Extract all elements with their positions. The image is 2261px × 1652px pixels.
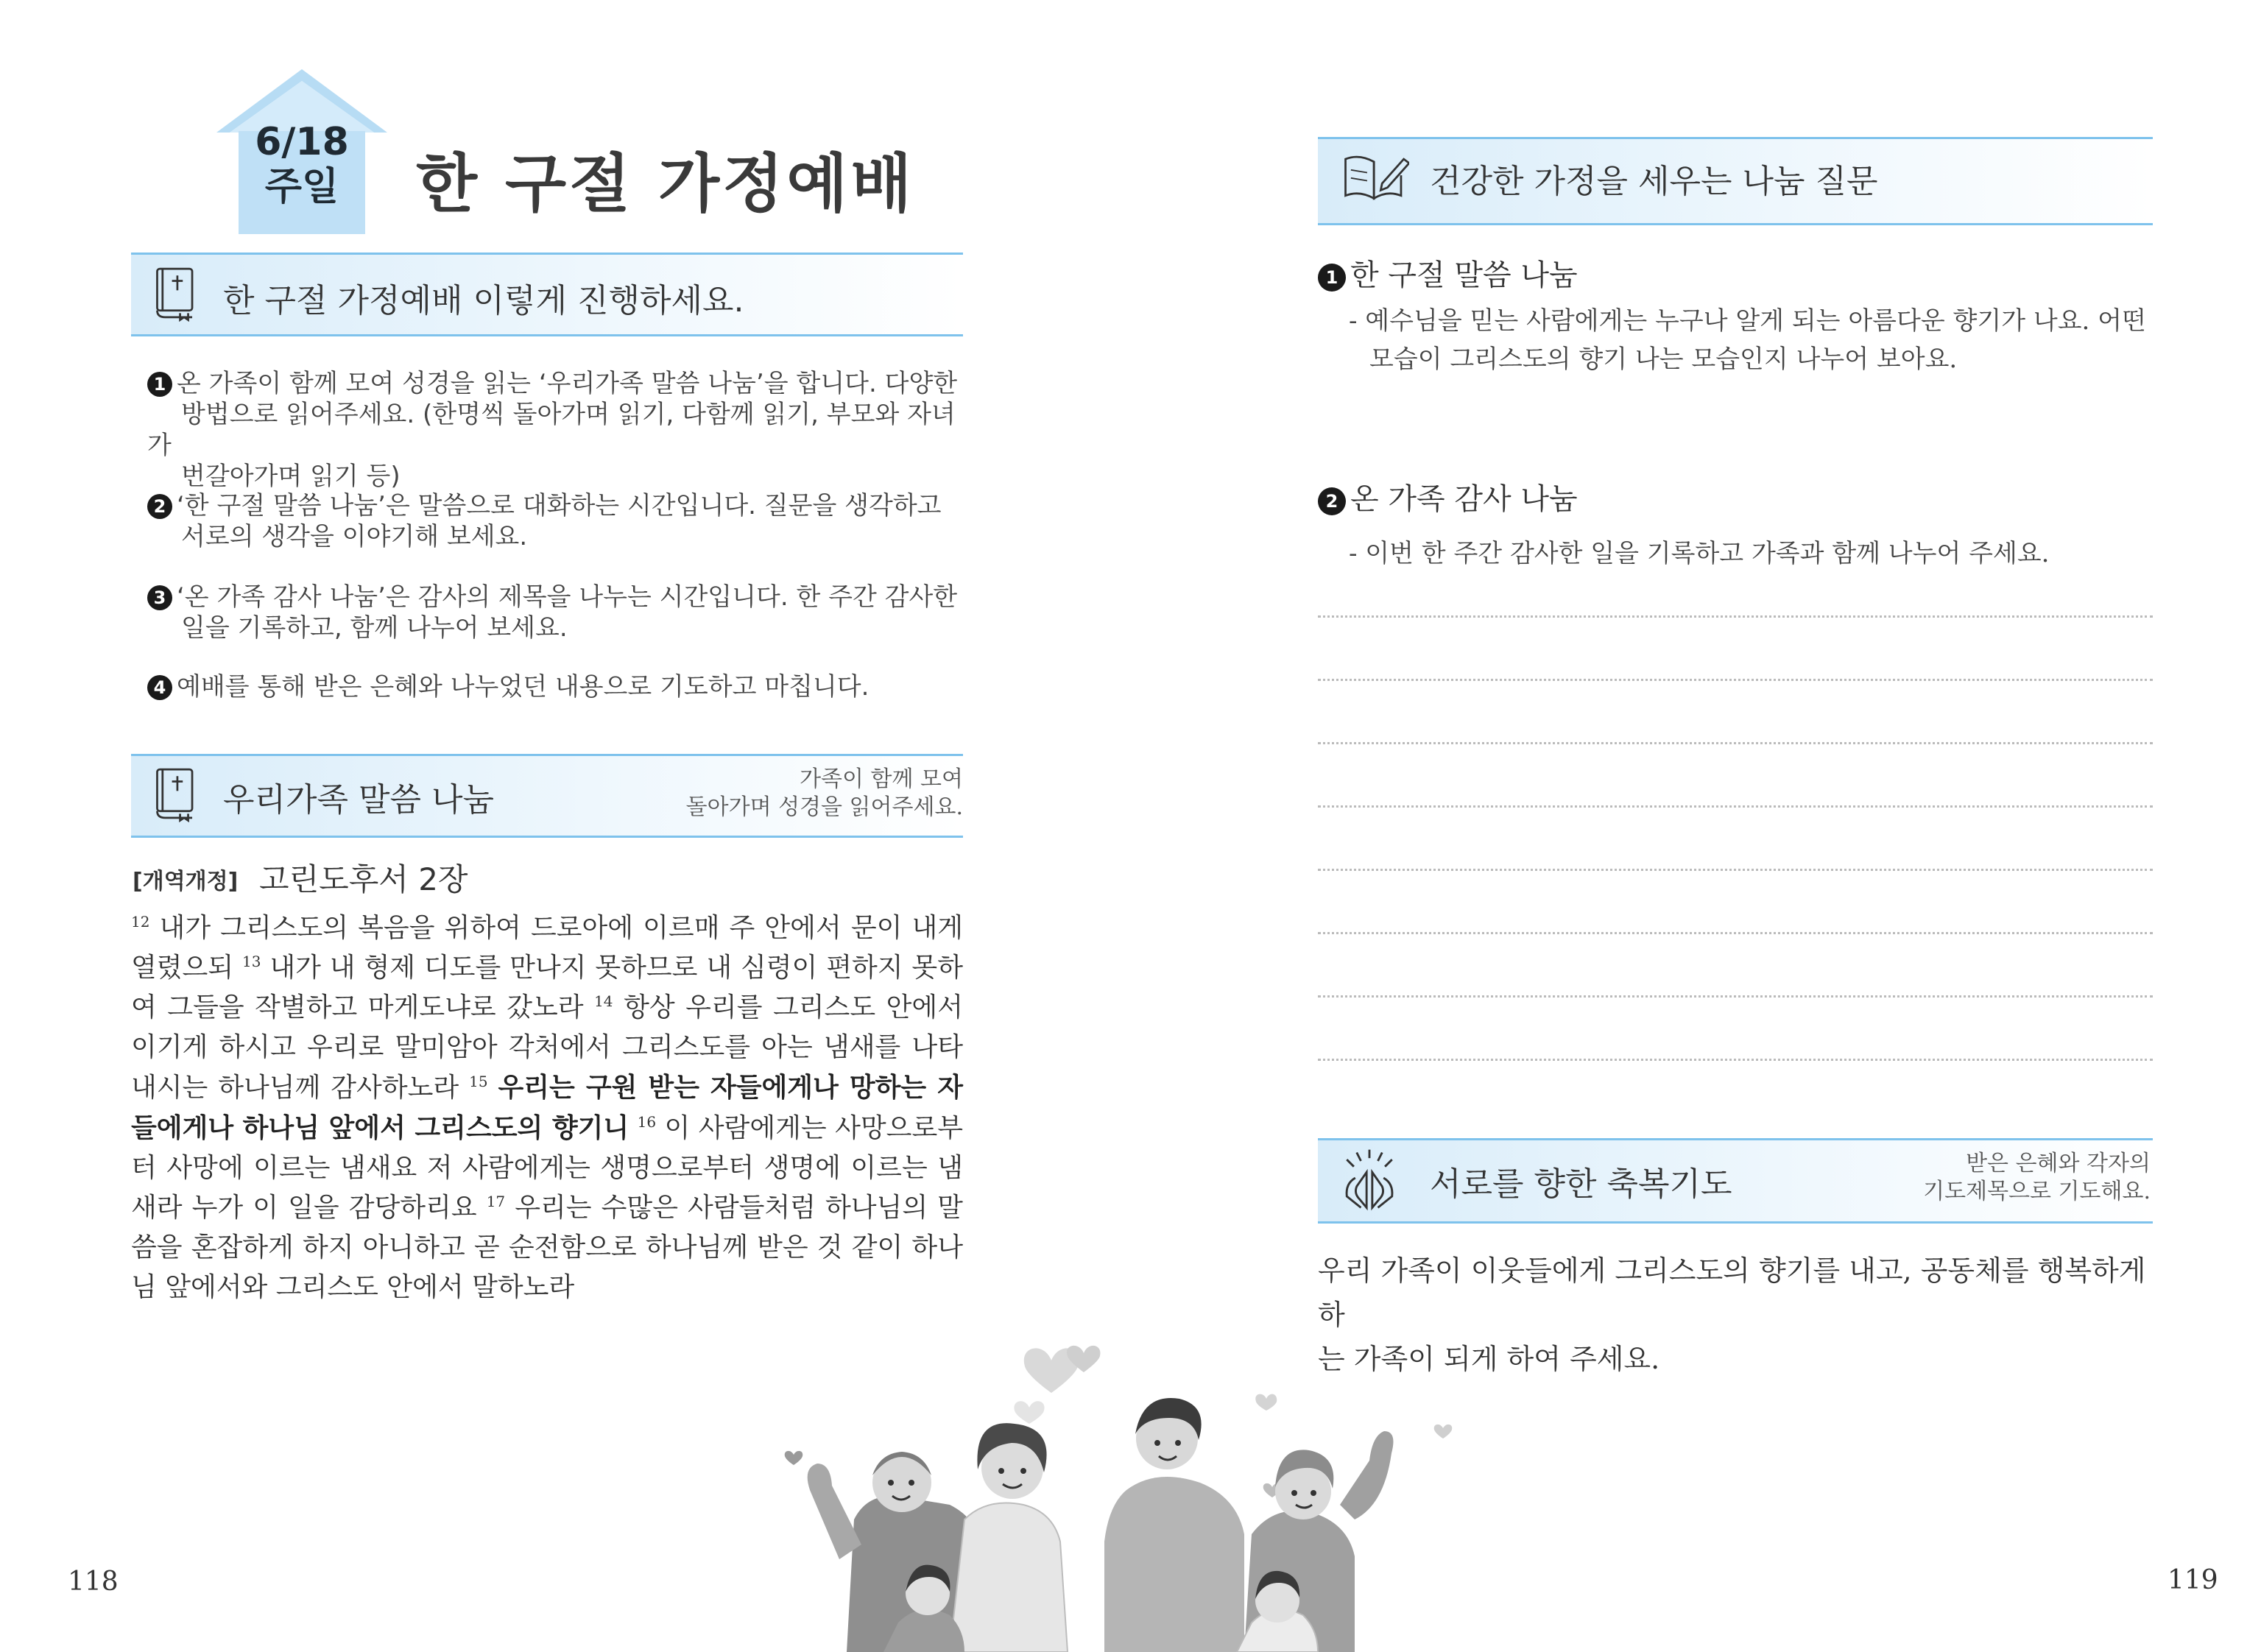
page-number-right: 119 [2167,1565,2218,1595]
question-line: 모습이 그리스도의 향기 나는 모습인지 나누어 보아요. [1369,345,1958,374]
bible-icon [153,764,200,823]
prayer-line: 우리 가족이 이웃들에게 그리스도의 향기를 내고, 공동체를 행복하게 하 [1318,1254,2146,1331]
question-1-title [1318,252,1578,294]
verse-number: 12 [131,913,150,931]
step-line: ‘한 구절 말씀 나눔’은 말씀으로 대화하는 시간입니다. 질문을 생각하고 [177,491,942,520]
writing-line[interactable] [1318,805,2153,808]
guide-step-1 [147,368,964,492]
verse-number: 15 [469,1073,488,1090]
guide-step-2 [147,490,964,552]
verse-number: 16 [637,1113,657,1131]
prayer-text [1318,1249,2157,1381]
question-line: - 예수님을 믿는 사람에게는 누구나 알게 되는 아름다운 향기가 나요. 어떤 [1349,306,2146,336]
step-number: 4 [147,675,172,700]
step-number: 3 [147,585,172,610]
question-1-body [1349,302,2159,378]
guide-header: 한 구절 가정예배 이렇게 진행하세요. [223,282,744,320]
writing-line[interactable] [1318,615,2153,618]
step-line: 일을 기록하고, 함께 나누어 보세요. [181,613,568,643]
scripture-passage [131,908,963,1307]
writing-line[interactable] [1318,995,2153,998]
praying-hands-icon [1334,1146,1405,1212]
step-line: 온 가족이 함께 모여 성경을 읽는 ‘우리가족 말씀 나눔’을 합니다. 다양한 [177,369,958,398]
passage-title: 고린도후서 2장 [259,861,468,897]
step-line: 예배를 통해 받은 은혜와 나누었던 내용으로 기도하고 마칩니다. [177,672,870,702]
step-line: 서로의 생각을 이야기해 보세요. [181,522,528,551]
bible-icon [153,264,200,322]
prayer-subtitle-line: 기도제목으로 기도해요. [1923,1179,2151,1204]
verse-text: 우리는 수많은 사람들처럼 하나님의 말씀을 혼잡하게 하지 아니하고 곧 순전함으로 하나님께 받은 것 같이 하나님 앞에서와 그리스도 안에서 말하노라 [131,1193,963,1302]
verse-number: 14 [594,992,613,1010]
date-label: 6/18 [255,120,349,164]
step-number: 2 [147,494,172,519]
question-number: 2 [1318,487,1346,515]
bible-version-label: [개역개정] [133,869,239,894]
verse-text-highlighted: 우리는 구원 받는 자들에게나 망하는 자들에게나 하나님 앞에서 그리스도의 향기니 [131,1072,963,1143]
page-title: 한 구절 가정예배 [416,147,915,221]
open-book-pencil-icon [1341,149,1409,205]
verse-number: 13 [242,953,261,970]
verse-text: 내가 내 형제 디도를 만나지 못하므로 내 심령이 편하지 못하여 그들을 작별하고 마게도냐로 갔노라 [131,953,963,1023]
reading-subtitle-line: 가족이 함께 모여 [800,766,963,792]
writing-line[interactable] [1318,679,2153,681]
verse-text: 이 사람에게는 사망으로부터 사망에 이르는 냄새요 저 사람에게는 생명으로부터 생명에 이르는 냄새라 누가 이 일을 감당하리요 [131,1113,963,1223]
question-2-body: - 이번 한 주간 감사한 일을 기록하고 가족과 함께 나누어 주세요. [1349,539,2050,568]
verse-text: 항상 우리를 그리스도 안에서 이기게 하시고 우리로 말미암아 각처에서 그리스도를 아는 냄새를 나타내시는 하나님께 감사하노라 [131,992,963,1103]
day-label: 주일 [264,165,339,209]
verse-number: 17 [486,1193,506,1210]
prayer-subtitle [1782,1150,2151,1206]
step-number: 1 [147,372,172,397]
reading-header: 우리가족 말씀 나눔 [223,781,495,819]
prayer-line: 는 가족이 되게 하여 주세요. [1318,1343,1660,1375]
guide-step-3 [147,582,964,643]
prayer-header: 서로를 향한 축복기도 [1430,1165,1732,1203]
writing-line[interactable] [1318,932,2153,934]
writing-line[interactable] [1318,869,2153,871]
question-title-text: 한 구절 말씀 나눔 [1350,258,1578,292]
reading-subtitle-line: 돌아가며 성경을 읽어주세요. [685,794,963,820]
question-2-title [1318,476,1578,518]
question-title-text: 온 가족 감사 나눔 [1350,482,1578,516]
prayer-subtitle-line: 받은 은혜와 각자의 [1966,1151,2151,1176]
step-line: ‘온 가족 감사 나눔’은 감사의 제목을 나누는 시간입니다. 한 주간 감사한 [177,582,958,612]
verse-text: 내가 그리스도의 복음을 위하여 드로아에 이르매 주 안에서 문이 내게 열렸으되 [131,913,964,983]
guide-step-4 [147,671,964,702]
step-line: 번갈아가며 읽기 등) [181,462,401,491]
writing-line[interactable] [1318,1059,2153,1061]
reading-subtitle [595,766,963,822]
page-number-left: 118 [68,1567,119,1597]
writing-line[interactable] [1318,742,2153,744]
step-line: 방법으로 읽어주세요. (한명씩 돌아가며 읽기, 다함께 읽기, 부모와 자녀가 [147,400,956,460]
question-number: 1 [1318,264,1346,292]
questions-header: 건강한 가정을 세우는 나눔 질문 [1430,163,1878,200]
